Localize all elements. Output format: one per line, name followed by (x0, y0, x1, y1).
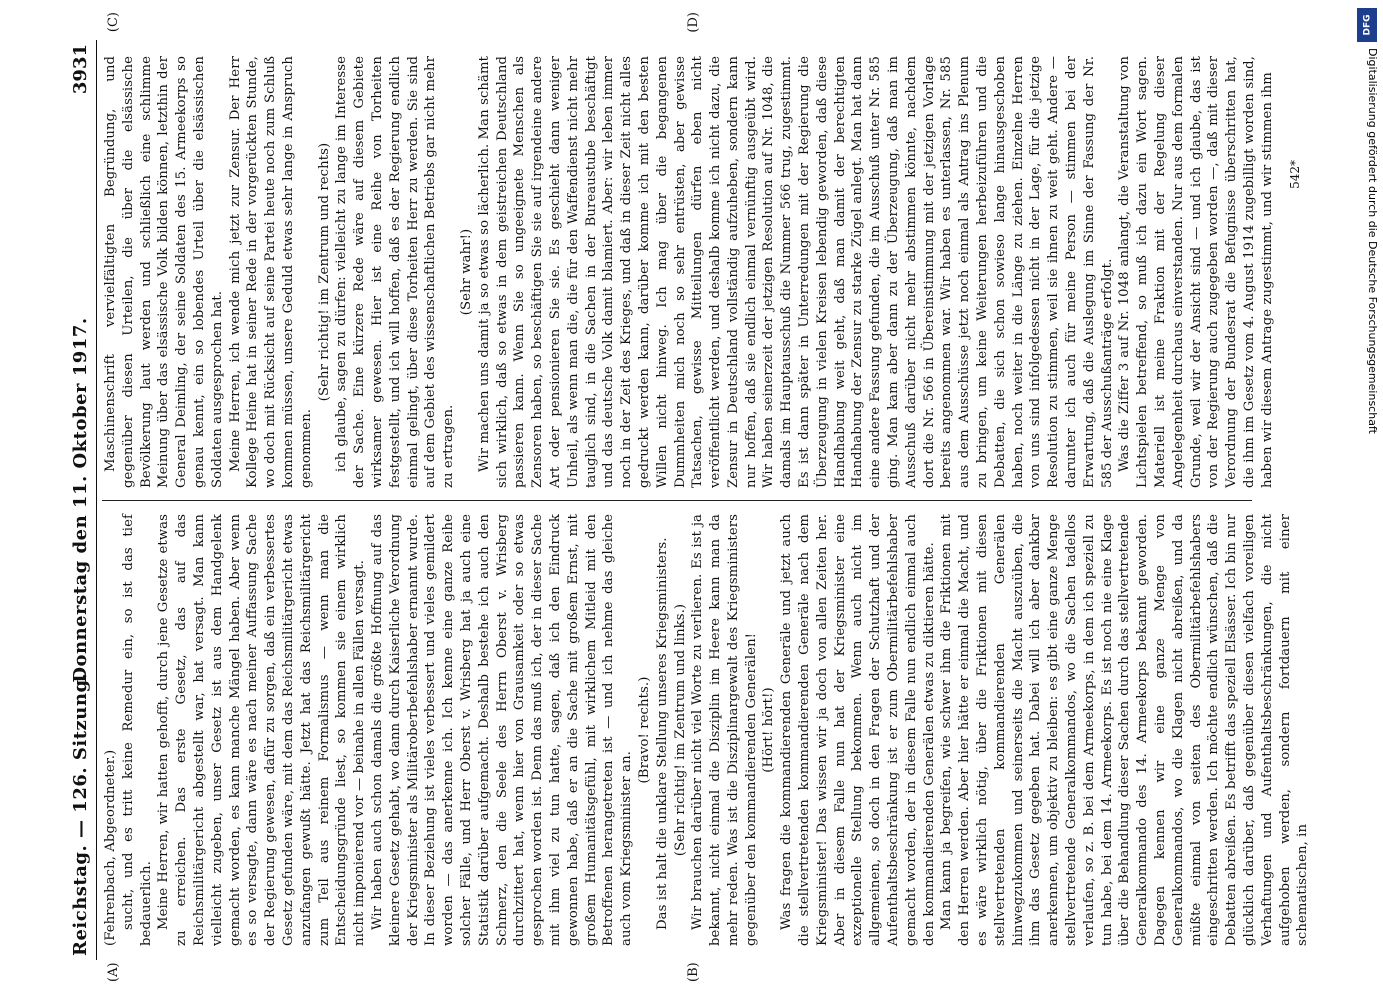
page-number: 3931 (70, 44, 91, 95)
footer-number: 542* (1288, 160, 1302, 189)
margin-marker-a: (A) (106, 962, 121, 982)
paragraph: Wir brauchen darüber nicht viel Worte zu verlieren. Es ist ja bekannt, nicht einmal die Disziplin im Heere kann man da mehr reden. Was ist die Disziplinargewalt des Kriegsministers gegenüber den kommandierenden Generälen! (690, 514, 759, 946)
paragraph: (Sehr richtig! im Zentrum und links.) (672, 603, 688, 857)
paragraph: Wir haben auch schon damals die größte Hoffnung auf das kleinere Gesetz gehabt, wo dann durch Kaiserliche Verordnung der Kriegsminister als Militärobeтbefehlshaber ernannt wurde. In dieser Beziehung ist vieles verbessert und vieles gemildert worden — das anerkenne ich. Ich kenne eine ganze Reihe solcher Fälle, und Herr Oberst v. Wrisberg hat ja auch eine Statistik darüber aufgemacht. Deshalb bestehe ich auch den Schmerz, den die Seele des Herrn Oberst v. Wrisberg durchzittert hat, wenn hier von Grausamkeit oder so etwas gesprochen worden ist. Denn das muß ich, der in dieser Sache mit ihm viel zu tun hatte, sagen, daß ich den Eindruck gewonnen habe, daß er an die Sache mit großem Ernst, mit großem Humanitätsgefühl, mit wirklichem Mitleid mit den Betroffenen herangetreten ist — und ich nehme das gleiche auch vom Kriegsminister an. (369, 514, 635, 946)
paragraph: Was fragen die kommandierenden Generäle und jetzt auch die stellvertretenden kommandierenden Generäle nach dem Kriegsminister! Das wissen wir ja doch von allen Zeiten her. Aber in diesem Falle nun hat der Kriegsminister eine exzeptionelle Stellung bekommen. Wenn auch nicht im allgemeinen, so doch in den Fragen der Schutzhaft und der Aufenthaltsbeschränkung ist er zum Obermilitärbefehlshaber gemacht worden, der in diesem Falle nun endlich einmal auch den kommandierenden Generälen etwas zu diktieren hätte. (779, 514, 937, 946)
dfg-sidebar (1355, 8, 1379, 992)
header-date: Donnerstag den 11. Oktober 1917. (70, 317, 91, 683)
paragraph: Was die Ziffer 3 auf Nr. 1048 anlangt, die Veranstaltung von Lichtspielen betreffend, so muß ich dazu ein Wort sagen. Materiell ist meine Fraktion mit der Regelung dieser Angelegenheit durchaus einverstanden. Nur aus dem formalen Grunde, weil wir der Ansicht sind — und ich glaube, das ist von der Regierung auch zugegeben worden —, daß mit dieser Verordnung der Bundesrat die Befugnisse überschritten hat, die ihm im Gesetz vom 4. August 1914 zugebilligt worden sind, haben wir diesem Antrage zugestimmt, und wir stimmen ihm (1117, 56, 1275, 488)
margin-marker-d: (D) (686, 12, 701, 33)
digitization-note: Digitalisierung gefördert durch die Deutsche Forschungsgemeinschaft (1366, 48, 1379, 434)
paragraph: Das ist halt die unklare Stellung unseres Kriegsministers. (654, 537, 670, 930)
paragraph: (Sehr wahr!) (458, 228, 474, 316)
paragraph: Man kann ja begreifen, wie schwer ihm die Friktionen mit den Herren werden. Aber hier hätte er einmal die Macht, und es wäre wirklich nötig, über die Friktionen mit diesen stellvertretenden kommandierenden Generälen hinwegzukommen und seinerseits die Macht auszuüben, die ihm das Gesetz gegeben hat. Dabei will ich aber dankbar anerkennen, um objektiv zu bleiben: es gibt eine ganze Menge stellvertretende Generalkommandos, wo die Sachen tadellos verlaufen, so z. B. bei dem Armeekorps, in dem ich speziell zu tun habe, bei dem 14. Armeekorps. Es ist noch nie eine Klage über die Behandlung dieser Sachen durch das stellvertretende Generalkommando des 14. Armeekorps bekannt geworden. Dagegen kennen wir eine ganze Menge von Generalkommandos, wo die Klagen nicht abreißen, und da müßte einmal von seiten des Obermilitärbefehlshabers eingeschritten werden. Ich möchte endlich wünschen, daß die Debatten abreißen. Es betrifft das speziell Elsässer. Ich bin nur glücklich darüber, daß gegenüber diesen vielfach voreiligen Verhaftungen und Aufenthaltsbeschränkungen, die nicht aufgehoben werden, sondern fortdauern mit einer schematischen, in (939, 514, 1311, 946)
paragraph: sucht, und es tritt keine Remedur ein, so ist das tief bedauerlich. (120, 514, 154, 946)
paragraph: (Fehrenbach, Abgeordneter.) (103, 749, 118, 946)
paragraph: Meine Herren, ich wende mich jetzt zur Zensur. Der Herr Kollege Heine hat in seiner Rede in der vorgerückten Stunde, wo doch mit Rücksicht auf seine Partei heute noch zum Schluß kommen müssen, unsere Geduld etwas sehr lange in Anspruch genommen. (227, 56, 314, 488)
column-divider (102, 500, 1252, 501)
paragraph: Meine Herren, wir hatten gehofft, durch jene Gesetze etwas zu erreichen. Das erste Gesetz, das auf das Reichsmilitärgericht abgestellt war, hat versagt. Man kann vielleicht zugeben, unser Gesetz ist aus dem Handgelenk gemacht worden, es kann manche Mängel haben. Aber wenn es so versagte, dann wäre es nach meiner Auffassung Sache der Regierung gewesen, dafür zu sorgen, daß ein verbessertes Gesetz gefunden wäre, mit dem das Reichsmilitärgericht etwas anzufangen gewußt hätte. Jetzt hat das Reichsmilitärgericht zum Teil aus reinem Formalismus — wenn man die Entscheidungsgründe liest, so kommen sie einem wirklich nicht imponierend vor — beinahe in allen Fällen versagt. (156, 514, 368, 946)
dfg-logo: DFG (1357, 8, 1377, 42)
paragraph: Maschinenschrift vervielfältigten Begründung, und gegenüber diesen Urteilen, die über die elsässische Bevölkerung laut werden und schließlich eine schlimme Meinung über das elsässische Volk bilden können, letzthin der General Deimling, der seine Soldaten des 15. Armeekorps so genau kennt, ein so lobendes Urteil über die elsässischen Soldaten ausgesprochen hat. (103, 56, 225, 488)
margin-marker-b: (B) (686, 962, 701, 982)
paragraph: Wir machen uns damit ja so etwas so lächerlich. Man schämt sich wirklich, daß so etwas in dem geistreichen Deutschland passieren kann. Wenn Sie so ungeeignete Menschen als Zensoren haben, so beschäftigen Sie sie auf irgendeine andere Art oder pensionieren Sie sie. Es geschieht dann weniger Unheil, als wenn man die, die für den Waffendienst nicht mehr tauglich sind, in die Sachen in der Bureaustube beschäftigt und das deutsche Volk damit blamiert. Aber: wir leben immer noch in der Zeit des Krieges, und daß in dieser Zeit nicht alles gedruckt werden kann, darüber komme ich mit den besten Willen nicht hinweg. Ich mag über die begangenen Dummheiten mich noch so sehr entrüsten, aber gewisse Tatsachen, gewisse Mitteilungen dürfen eben nicht veröffentlicht werden, und deshalb komme ich nicht dazu, die Zensur in Deutschland vollständig aufzuheben, sondern kann nur hoffen, daß sie endlich einmal vernünftig ausgeübt wird. Wir haben seinerzeit der jetzigen Resolution auf Nr. 1048, die damals im Hauptausschuß die Nummer 566 trug, zugestimmt. Es ist dann später in Unterredungen mit der Regierung die Überzeugung in vielen Kreisen lebendig geworden, daß diese Handhabung weit geht, daß man damit der berechtigten Handhabung der Zensur zu starke Zügel anlegt. Man hat dann eine andere Fassung gefunden, die im Ausschuß unter Nr. 585 ging. Man kam aber dann zu der Überzeugung, daß man im Ausschuß darüber nicht mehr abstimmen könnte, nachdem dort die Nr. 566 in Übereinstimmung mit der jetzigen Vorlage bereits angenommen war. Wir haben es unterlassen, Nr. 585 aus dem Ausschüsse jetzt noch einmal als Antrag ins Plenum zu bringen, um keine Weiterungen herbeizuführen und die Debatten, die sich schon sowieso lange hinausgeschoben haben, noch weiter in die Länge zu ziehen. Einzelne Herren von uns sind infolgedessen nicht in der Lage, für die jetzige Resolution zu stimmen, weil sie ihnen zu weit geht. Andere — darunter ich auch für meine Person — stimmen bei der Erwartung, daß die Auslegung im Sinne der Fassung der Nr. 585 der Ausschußanträge erfolgt. (476, 56, 1115, 488)
document-page (66, 12, 1311, 982)
page-header (66, 40, 97, 960)
paragraph: (Bravo! rechts.) (636, 676, 652, 784)
header-left: Reichstag. — 126. Sitzung. (70, 672, 91, 956)
paragraph: (Hört! hört!) (761, 687, 777, 773)
right-column (102, 56, 1282, 488)
paragraph: (Sehr richtig! im Zentrum und rechts) (316, 142, 332, 402)
margin-marker-c: (C) (106, 12, 121, 33)
paragraph: ich glaube, sagen zu dürfen: vielleicht zu lange im Interesse der Sache. Eine kürzere Rede wäre auf diesem Gebiete wirksamer gewesen. Hier ist eine Reihe von Torheiten festgestellt, und ich will hoffen, daß es der Regierung endlich einmal gelingt, über diese Torheiten Herr zu werden. Sie sind auf dem Gebiet des wissenschaftlichen Betriebs gar nicht mehr zu ertragen. (334, 56, 457, 488)
left-column (102, 514, 1311, 946)
